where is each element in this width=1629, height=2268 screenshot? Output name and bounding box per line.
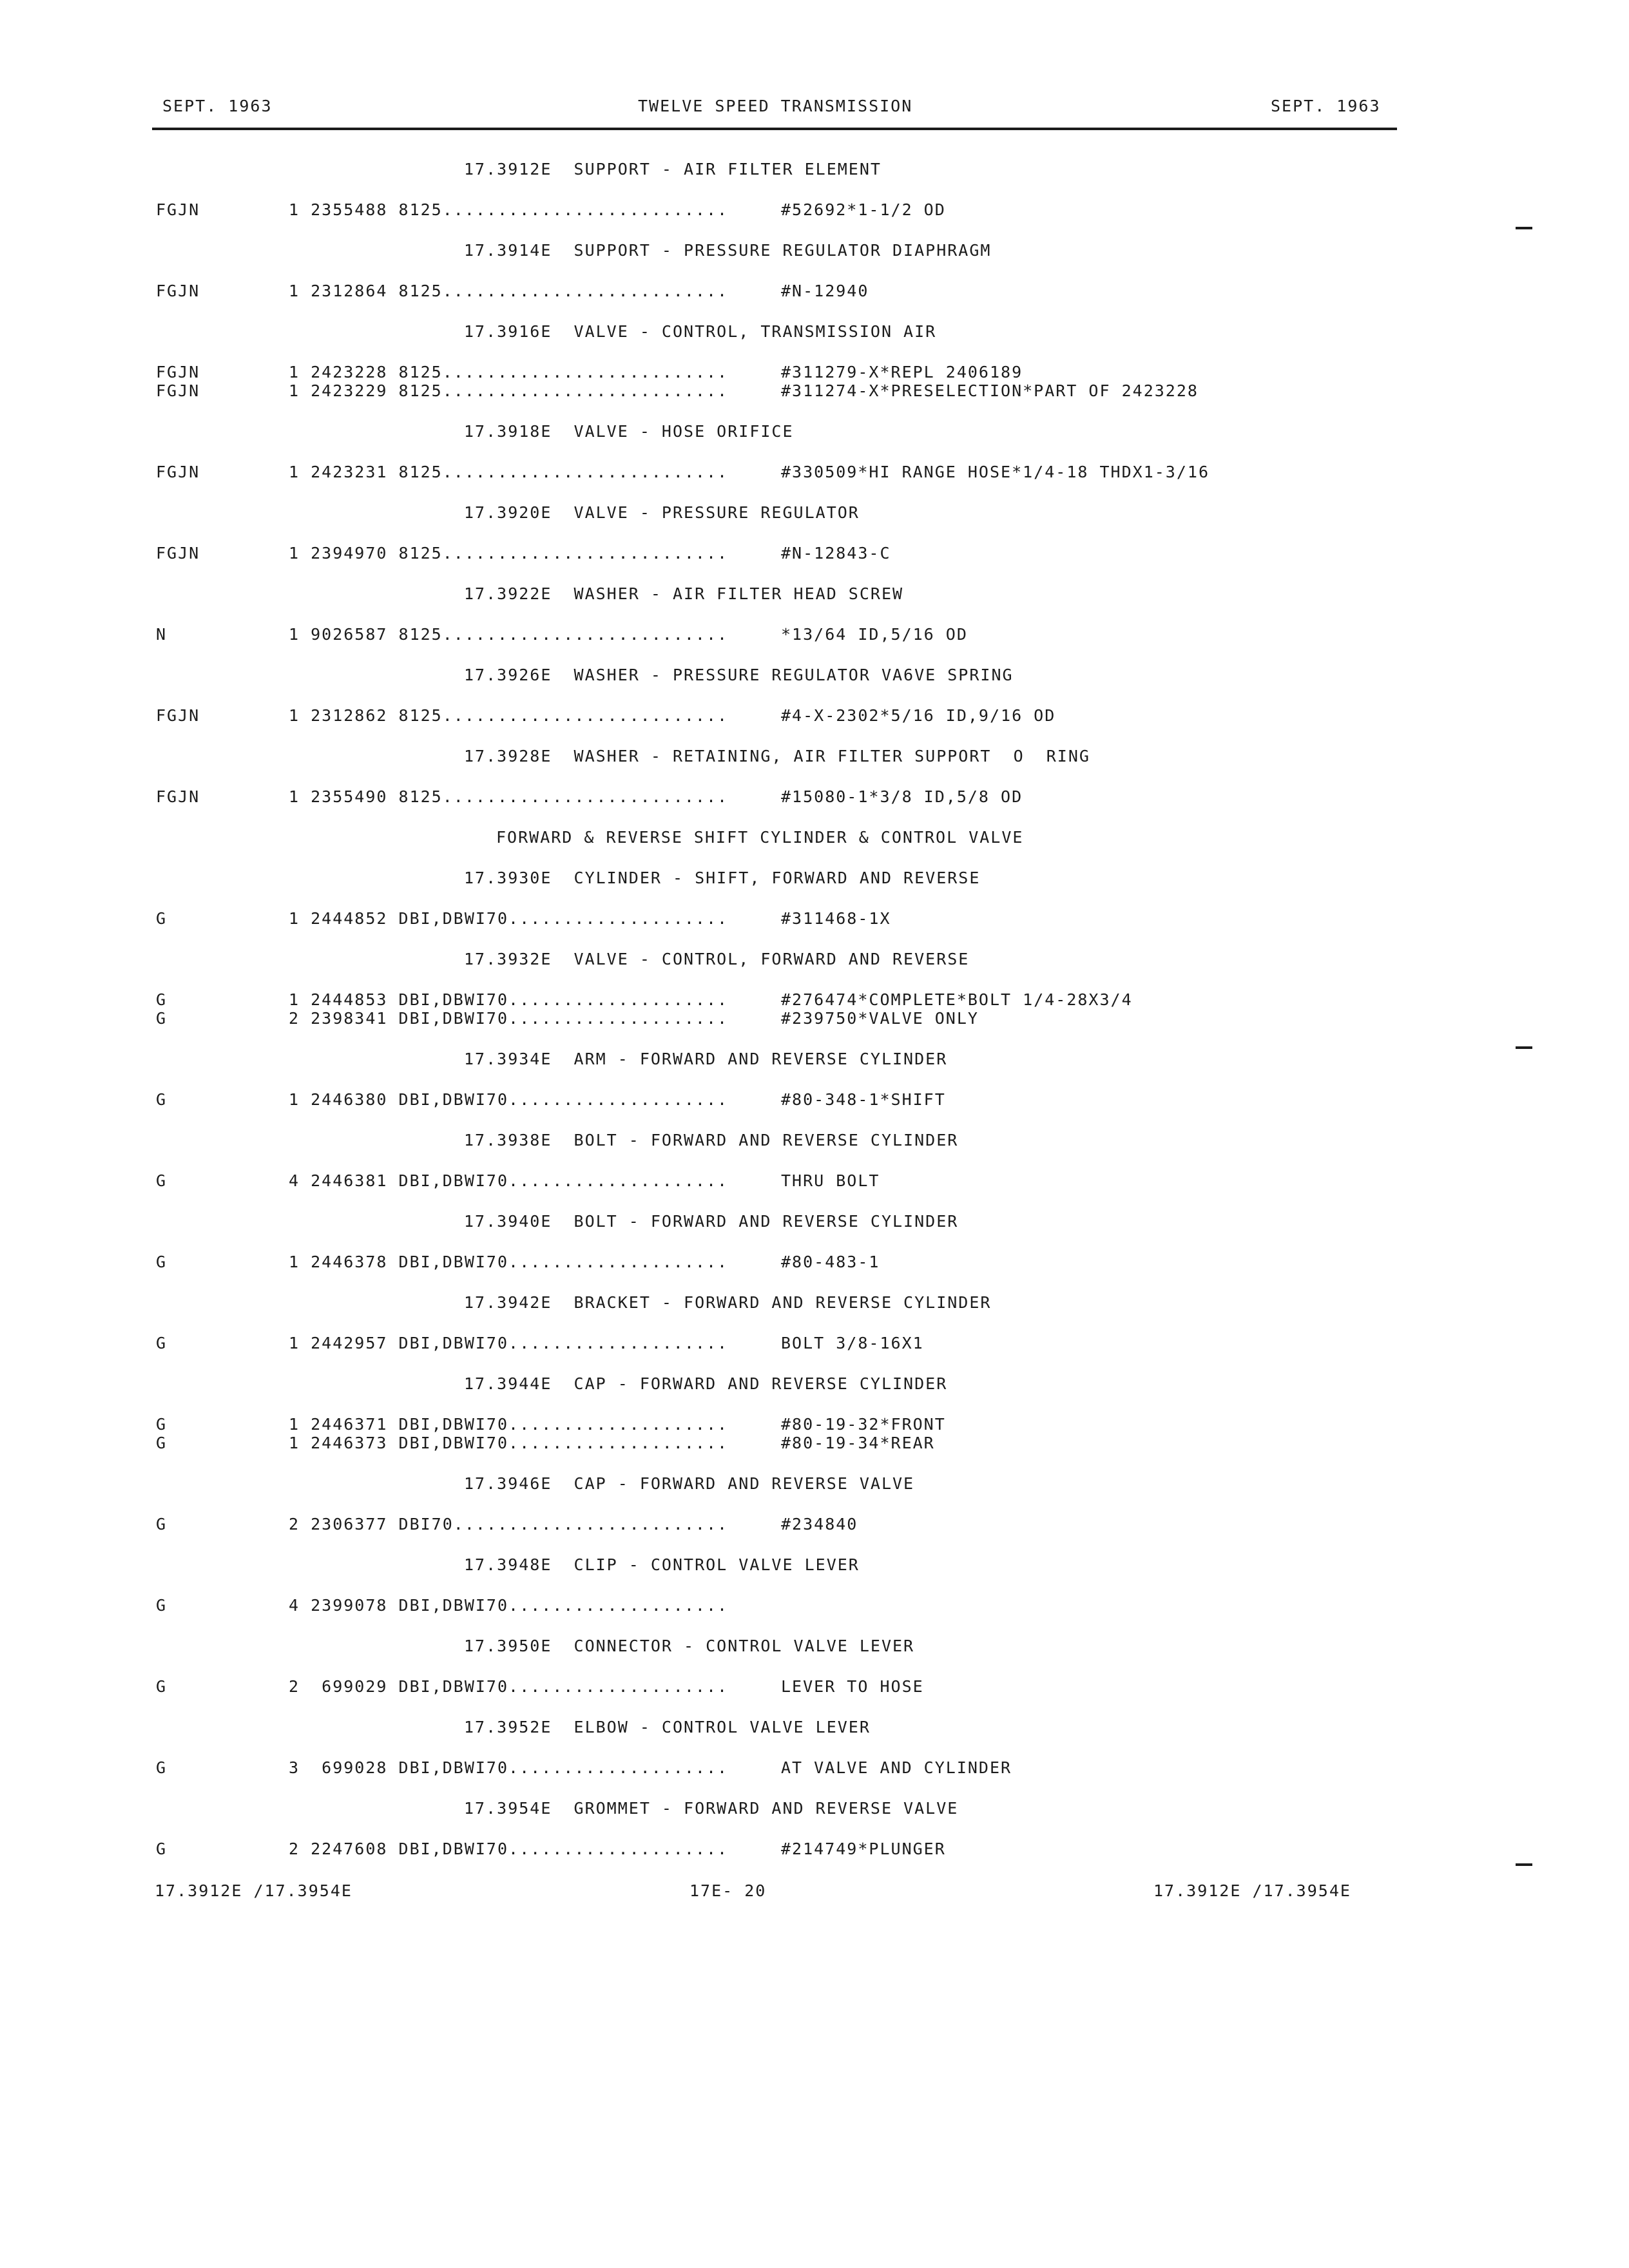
header-rule bbox=[152, 128, 1397, 130]
heading-text: 17.3950E CONNECTOR - CONTROL VALVE LEVER bbox=[464, 1637, 915, 1655]
model-code: FGJN bbox=[156, 463, 200, 481]
part-description: #N-12843-C bbox=[781, 544, 891, 562]
part-row bbox=[0, 787, 1629, 807]
part-row bbox=[0, 1009, 1629, 1028]
part-row bbox=[0, 1090, 1629, 1110]
item-heading bbox=[0, 241, 1629, 260]
model-code: G bbox=[156, 909, 168, 928]
model-code: G bbox=[156, 1677, 168, 1696]
section-heading bbox=[0, 828, 1629, 847]
part-row bbox=[0, 200, 1629, 220]
model-code: G bbox=[156, 1515, 168, 1533]
heading-text: 17.3916E VALVE - CONTROL, TRANSMISSION AIR bbox=[464, 322, 937, 341]
heading-text: 17.3946E CAP - FORWARD AND REVERSE VALVE bbox=[464, 1474, 915, 1493]
part-description: *13/64 ID,5/16 OD bbox=[781, 625, 968, 644]
item-heading bbox=[0, 503, 1629, 523]
part-row bbox=[0, 706, 1629, 726]
heading-text: 17.3918E VALVE - HOSE ORIFICE bbox=[464, 422, 794, 441]
item-heading bbox=[0, 1293, 1629, 1312]
model-code: N bbox=[156, 625, 168, 644]
qty-part-number: 3 699028 DBI,DBWI70.................... bbox=[289, 1758, 729, 1777]
footer-range-right: 17.3912E /17.3954E bbox=[1153, 1881, 1351, 1900]
item-heading bbox=[0, 950, 1629, 969]
part-row bbox=[0, 363, 1629, 382]
item-heading bbox=[0, 1555, 1629, 1575]
model-code: FGJN bbox=[156, 363, 200, 381]
model-code: G bbox=[156, 990, 168, 1009]
part-description: #15080-1*3/8 ID,5/8 OD bbox=[781, 787, 1023, 806]
part-row bbox=[0, 463, 1629, 482]
part-description: #276474*COMPLETE*BOLT 1/4-28X3/4 bbox=[781, 990, 1133, 1009]
item-heading bbox=[0, 666, 1629, 685]
qty-part-number: 1 2312864 8125.......................... bbox=[289, 282, 729, 300]
heading-text: 17.3954E GROMMET - FORWARD AND REVERSE VALVE bbox=[464, 1799, 959, 1818]
item-heading bbox=[0, 584, 1629, 604]
qty-part-number: 1 2423228 8125.......................... bbox=[289, 363, 729, 381]
qty-part-number: 1 2446378 DBI,DBWI70.................... bbox=[289, 1253, 729, 1271]
heading-text: 17.3944E CAP - FORWARD AND REVERSE CYLINDER bbox=[464, 1374, 948, 1393]
header-date-right: SEPT. 1963 bbox=[1271, 97, 1381, 115]
heading-text: 17.3932E VALVE - CONTROL, FORWARD AND REVERSE bbox=[464, 950, 970, 968]
part-row bbox=[0, 1334, 1629, 1353]
qty-part-number: 1 2446371 DBI,DBWI70.................... bbox=[289, 1415, 729, 1434]
qty-part-number: 1 2423231 8125.......................... bbox=[289, 463, 729, 481]
part-description: BOLT 3/8-16X1 bbox=[781, 1334, 924, 1352]
header-date-left: SEPT. 1963 bbox=[162, 97, 273, 115]
qty-part-number: 1 2444853 DBI,DBWI70.................... bbox=[289, 990, 729, 1009]
heading-text: 17.3920E VALVE - PRESSURE REGULATOR bbox=[464, 503, 860, 522]
part-description: #311279-X*REPL 2406189 bbox=[781, 363, 1023, 381]
footer-page-number: 17E- 20 bbox=[689, 1881, 767, 1900]
part-description: #4-X-2302*5/16 ID,9/16 OD bbox=[781, 706, 1056, 725]
item-heading bbox=[0, 1637, 1629, 1656]
model-code: FGJN bbox=[156, 706, 200, 725]
part-row bbox=[0, 1415, 1629, 1434]
part-row bbox=[0, 1171, 1629, 1191]
heading-text: 17.3914E SUPPORT - PRESSURE REGULATOR DIAPHRAGM bbox=[464, 241, 992, 260]
item-heading bbox=[0, 160, 1629, 179]
item-heading bbox=[0, 1212, 1629, 1231]
part-description: AT VALVE AND CYLINDER bbox=[781, 1758, 1012, 1777]
margin-mark bbox=[1516, 1863, 1532, 1866]
part-description: #80-19-34*REAR bbox=[781, 1434, 935, 1452]
item-heading bbox=[0, 747, 1629, 766]
margin-mark bbox=[1516, 1046, 1532, 1049]
part-description: #N-12940 bbox=[781, 282, 869, 300]
part-description: #80-348-1*SHIFT bbox=[781, 1090, 946, 1109]
part-row bbox=[0, 990, 1629, 1010]
heading-text: 17.3952E ELBOW - CONTROL VALVE LEVER bbox=[464, 1718, 871, 1736]
qty-part-number: 2 2306377 DBI70......................... bbox=[289, 1515, 729, 1533]
model-code: G bbox=[156, 1171, 168, 1190]
part-row bbox=[0, 1253, 1629, 1272]
heading-text: FORWARD & REVERSE SHIFT CYLINDER & CONTROL VALVE bbox=[496, 828, 1024, 847]
part-description: #330509*HI RANGE HOSE*1/4-18 THDX1-3/16 bbox=[781, 463, 1210, 481]
model-code: FGJN bbox=[156, 381, 200, 400]
model-code: G bbox=[156, 1758, 168, 1777]
heading-text: 17.3928E WASHER - RETAINING, AIR FILTER SUPPORT O RING bbox=[464, 747, 1090, 765]
model-code: G bbox=[156, 1434, 168, 1452]
qty-part-number: 1 2446373 DBI,DBWI70.................... bbox=[289, 1434, 729, 1452]
margin-mark bbox=[1516, 227, 1532, 229]
item-heading bbox=[0, 1799, 1629, 1818]
model-code: G bbox=[156, 1840, 168, 1858]
qty-part-number: 1 2446380 DBI,DBWI70.................... bbox=[289, 1090, 729, 1109]
part-row bbox=[0, 1840, 1629, 1859]
heading-text: 17.3942E BRACKET - FORWARD AND REVERSE CYLINDER bbox=[464, 1293, 992, 1312]
qty-part-number: 2 699029 DBI,DBWI70.................... bbox=[289, 1677, 729, 1696]
qty-part-number: 1 2423229 8125.......................... bbox=[289, 381, 729, 400]
part-row bbox=[0, 1758, 1629, 1778]
heading-text: 17.3912E SUPPORT - AIR FILTER ELEMENT bbox=[464, 160, 882, 178]
part-description: #214749*PLUNGER bbox=[781, 1840, 946, 1858]
part-description: #234840 bbox=[781, 1515, 858, 1533]
item-heading bbox=[0, 422, 1629, 441]
qty-part-number: 1 2444852 DBI,DBWI70.................... bbox=[289, 909, 729, 928]
header-title: TWELVE SPEED TRANSMISSION bbox=[638, 97, 913, 115]
model-code: G bbox=[156, 1415, 168, 1434]
heading-text: 17.3930E CYLINDER - SHIFT, FORWARD AND REVERSE bbox=[464, 869, 981, 887]
part-row bbox=[0, 282, 1629, 301]
qty-part-number: 2 2398341 DBI,DBWI70.................... bbox=[289, 1009, 729, 1028]
part-description: THRU BOLT bbox=[781, 1171, 880, 1190]
part-row bbox=[0, 1596, 1629, 1615]
model-code: FGJN bbox=[156, 544, 200, 562]
part-description: #80-483-1 bbox=[781, 1253, 880, 1271]
model-code: FGJN bbox=[156, 282, 200, 300]
item-heading bbox=[0, 1718, 1629, 1737]
part-description: #311274-X*PRESELECTION*PART OF 2423228 bbox=[781, 381, 1199, 400]
qty-part-number: 4 2446381 DBI,DBWI70.................... bbox=[289, 1171, 729, 1190]
part-description: #52692*1-1/2 OD bbox=[781, 200, 946, 219]
qty-part-number: 1 2355490 8125.......................... bbox=[289, 787, 729, 806]
heading-text: 17.3934E ARM - FORWARD AND REVERSE CYLINDER bbox=[464, 1050, 948, 1068]
qty-part-number: 1 2312862 8125.......................... bbox=[289, 706, 729, 725]
part-description: LEVER TO HOSE bbox=[781, 1677, 924, 1696]
part-description: #239750*VALVE ONLY bbox=[781, 1009, 979, 1028]
heading-text: 17.3940E BOLT - FORWARD AND REVERSE CYLINDER bbox=[464, 1212, 959, 1231]
item-heading bbox=[0, 1131, 1629, 1150]
model-code: G bbox=[156, 1090, 168, 1109]
part-description: #80-19-32*FRONT bbox=[781, 1415, 946, 1434]
part-description: #311468-1X bbox=[781, 909, 891, 928]
qty-part-number: 4 2399078 DBI,DBWI70.................... bbox=[289, 1596, 729, 1615]
qty-part-number: 1 2442957 DBI,DBWI70.................... bbox=[289, 1334, 729, 1352]
model-code: G bbox=[156, 1596, 168, 1615]
item-heading bbox=[0, 1474, 1629, 1494]
qty-part-number: 1 9026587 8125.......................... bbox=[289, 625, 729, 644]
part-row bbox=[0, 1677, 1629, 1696]
item-heading bbox=[0, 322, 1629, 341]
item-heading bbox=[0, 869, 1629, 888]
part-row bbox=[0, 909, 1629, 928]
part-row bbox=[0, 625, 1629, 644]
item-heading bbox=[0, 1050, 1629, 1069]
qty-part-number: 2 2247608 DBI,DBWI70.................... bbox=[289, 1840, 729, 1858]
model-code: G bbox=[156, 1334, 168, 1352]
model-code: FGJN bbox=[156, 787, 200, 806]
part-row bbox=[0, 544, 1629, 563]
item-heading bbox=[0, 1374, 1629, 1394]
heading-text: 17.3948E CLIP - CONTROL VALVE LEVER bbox=[464, 1555, 860, 1574]
model-code: G bbox=[156, 1009, 168, 1028]
heading-text: 17.3938E BOLT - FORWARD AND REVERSE CYLINDER bbox=[464, 1131, 959, 1149]
model-code: G bbox=[156, 1253, 168, 1271]
qty-part-number: 1 2355488 8125.......................... bbox=[289, 200, 729, 219]
part-row bbox=[0, 1515, 1629, 1534]
part-row bbox=[0, 381, 1629, 401]
part-row bbox=[0, 1434, 1629, 1453]
heading-text: 17.3922E WASHER - AIR FILTER HEAD SCREW bbox=[464, 584, 904, 603]
model-code: FGJN bbox=[156, 200, 200, 219]
qty-part-number: 1 2394970 8125.......................... bbox=[289, 544, 729, 562]
heading-text: 17.3926E WASHER - PRESSURE REGULATOR VA6VE SPRING bbox=[464, 666, 1014, 684]
footer-range-left: 17.3912E /17.3954E bbox=[155, 1881, 352, 1900]
